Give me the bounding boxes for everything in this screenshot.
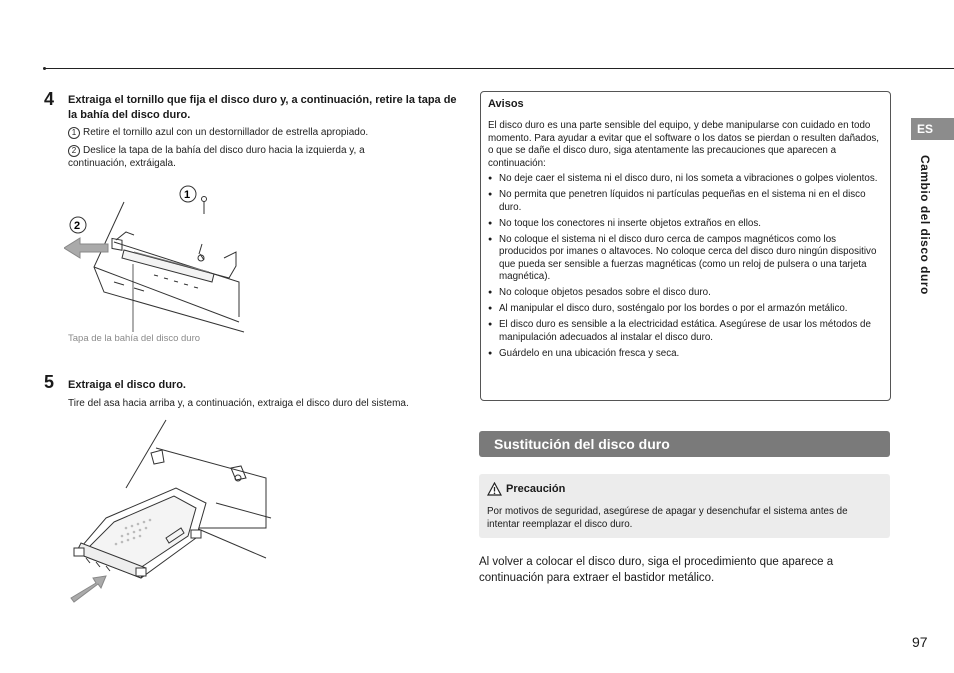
step-5-text: Tire del asa hacia arriba y, a continuación, extraiga el disco duro del sistema. [68, 398, 409, 409]
step-4-substep-1 [68, 127, 458, 140]
side-section-title: Cambio del disco duro [918, 155, 932, 295]
notice-intro: El disco duro es una parte sensible del equipo, y debe manipularse con cuidado en todo momento. Para ayudar a evitar que el software o los datos se pierdan o resulten dañados, o que se dañe el disco duro, siga atentamente las precauciones que aparecen a continuación: [488, 120, 880, 169]
caution-text: Por motivos de seguridad, asegúrese de apagar y desenchufar el sistema antes de intentar reemplazar el disco duro. [487, 506, 848, 530]
circled-number-2: 2 [68, 145, 80, 157]
step-4-title: Extraiga el tornillo que fija el disco duro y, a continuación, retire la tapa de la bahía del disco duro. [68, 94, 457, 121]
closing-paragraph: Al volver a colocar el disco duro, siga el procedimiento que aparece a continuación para extraer el bastidor metálico. [479, 556, 834, 584]
notice-list [488, 173, 880, 364]
list-item: ● No coloque objetos pesados sobre el disco duro. [488, 287, 880, 300]
page-number: 97 [912, 634, 928, 650]
top-rule [44, 68, 954, 69]
warning-icon [487, 482, 502, 496]
list-item: ● No permita que penetren líquidos ni partículas pequeñas en el sistema ni en el disco duro. [488, 189, 880, 214]
figure-label-2: 2 [74, 220, 81, 232]
step-5-number: 5 [44, 372, 55, 392]
step-4-number: 4 [44, 89, 55, 109]
step-5-title: Extraiga el disco duro. [68, 379, 186, 391]
section-title: Sustitución del disco duro [494, 436, 670, 452]
figure-label-1: 1 [184, 189, 191, 201]
list-item: ● No deje caer el sistema ni el disco duro, ni los someta a vibraciones o golpes violentos. [488, 173, 880, 186]
bay-cover-illustration [64, 182, 254, 342]
notice-title: Avisos [488, 98, 524, 110]
step-4-substep-2 [68, 145, 418, 170]
language-tab: ES [911, 118, 954, 140]
list-item: ● Guárdelo en una ubicación fresca y seca. [488, 348, 880, 361]
list-item: ● No coloque el sistema ni el disco duro cerca de campos magnéticos como los producidos por imanes o altavoces. No coloque cerca del disco duro ningún dispositivo que pueda ser sensible a fuerzas magnéticas (como un reloj de pulsera o una tarjeta magnética). [488, 234, 880, 284]
circled-number-1: 1 [68, 127, 80, 139]
caution-title: Precaución [506, 483, 566, 495]
step-4-substep-2-text: Deslice la tapa de la bahía del disco duro hacia la izquierda y, a continuación, extráigala. [68, 145, 365, 169]
figure-caption: Tapa de la bahía del disco duro [68, 333, 201, 344]
list-item: ● El disco duro es sensible a la electricidad estática. Asegúrese de usar los métodos de manipulación adecuados al instalar el disco duro. [488, 319, 880, 344]
hard-disk-removal-illustration [66, 418, 276, 608]
list-item: ● No toque los conectores ni inserte objetos extraños en ellos. [488, 218, 880, 231]
list-item: ● Al manipular el disco duro, sosténgalo por los bordes o por el armazón metálico. [488, 303, 880, 316]
step-4-substep-1-text: Retire el tornillo azul con un destornillador de estrella apropiado. [83, 127, 369, 138]
